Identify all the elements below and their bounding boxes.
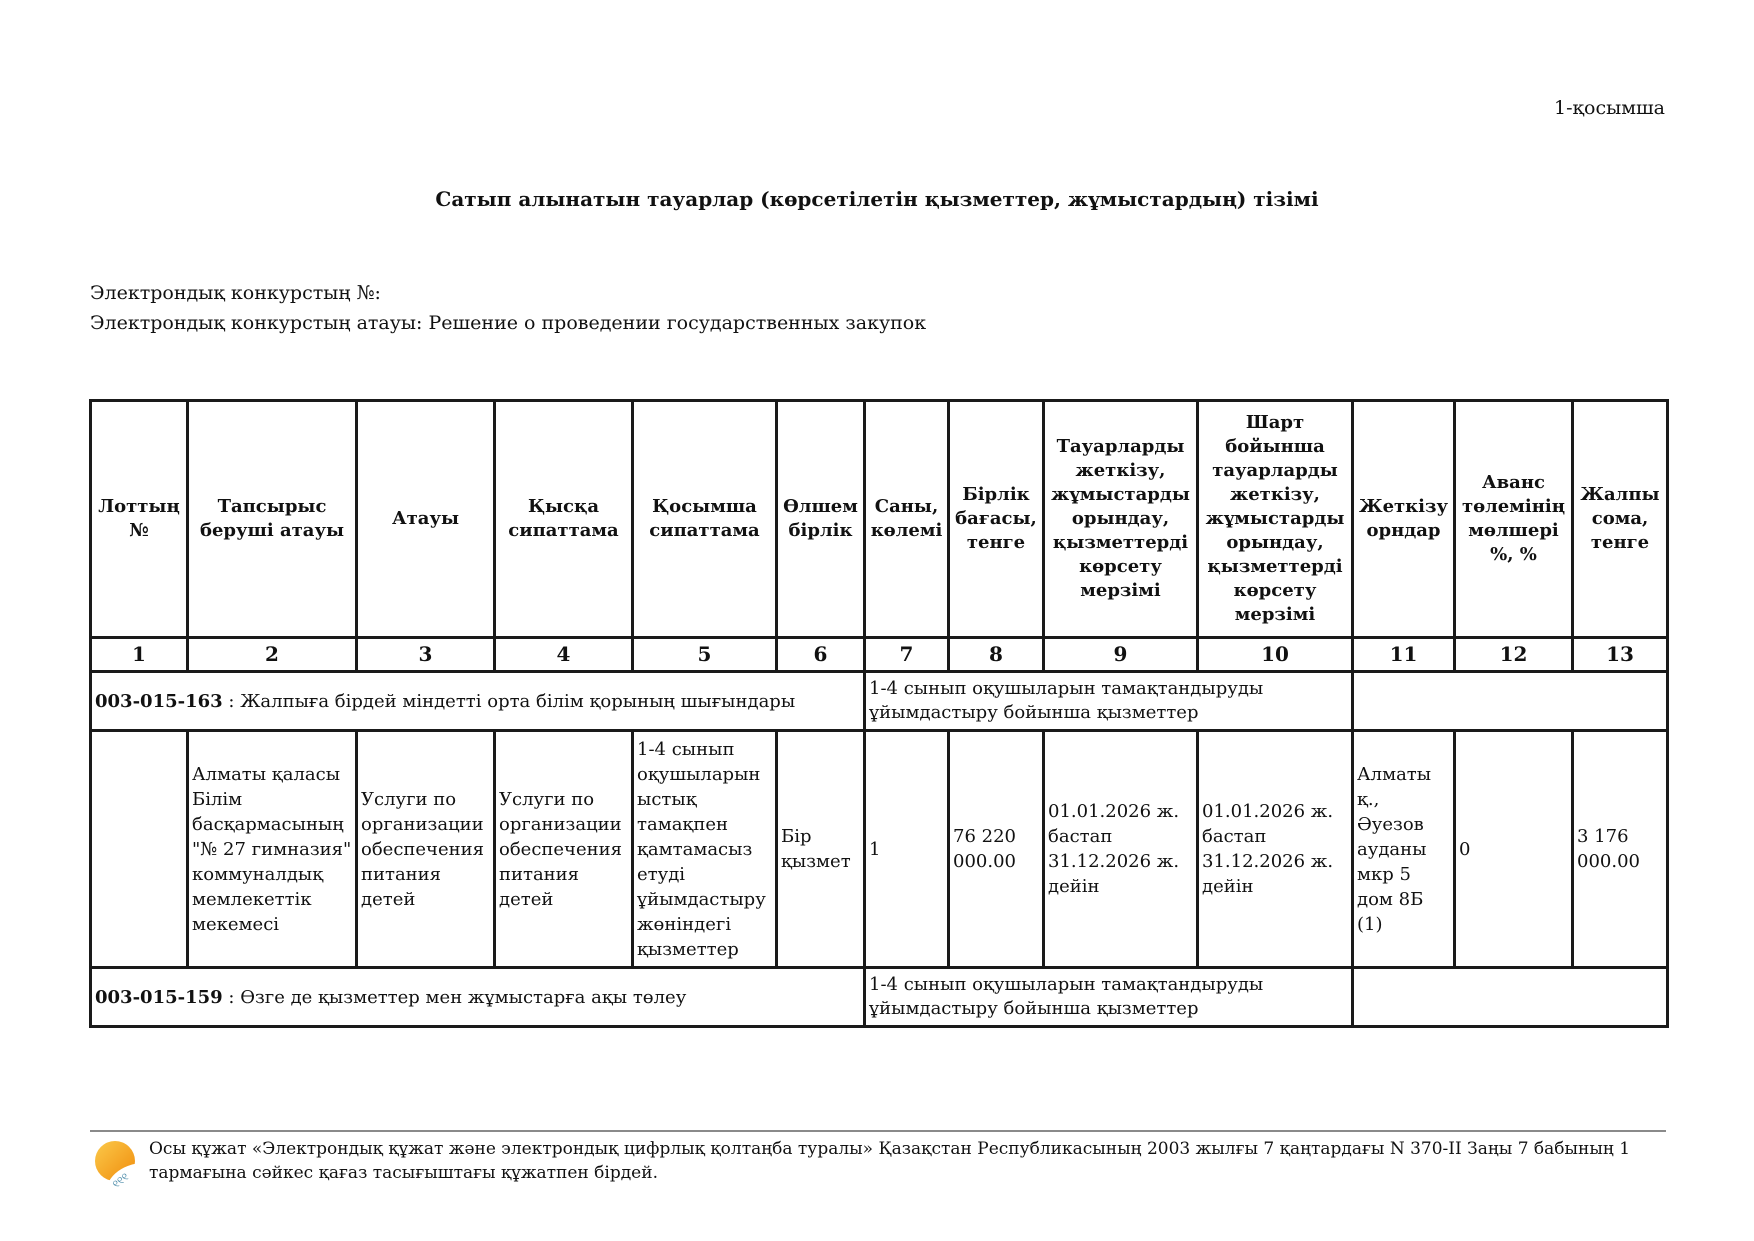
budget-section-row [91, 672, 1668, 731]
cell-contract-period: 01.01.2026 ж. бастап 31.12.2026 ж. дейін [1198, 731, 1353, 968]
column-number: 11 [1353, 638, 1455, 672]
footer-legal-note: Осы құжат «Электрондық құжат және электрондық цифрлық қолтаңба туралы» Қазақстан Республикасының 2003 жылғы 7 қаңтардағы N 370-II Заңы 7 бабының 1 тармағына сәйкес қағаз тасығыштағы құжатпен бірдей. [149, 1139, 1631, 1183]
cell-delivery-period: 01.01.2026 ж. бастап 31.12.2026 ж. дейін [1044, 731, 1198, 968]
cell-delivery-place: Алматы қ., Әуезов ауданы мкр 5 дом 8Б (1) [1353, 731, 1455, 968]
cell-short-description: Услуги по организации обеспечения питания детей [495, 731, 633, 968]
budget-section-extra [1353, 672, 1668, 731]
column-number: 3 [357, 638, 495, 672]
budget-code-separator: : [222, 690, 241, 712]
column-number: 4 [495, 638, 633, 672]
table-header-row [91, 401, 1668, 638]
header-delivery-period: Тауарларды жеткізу, жұмыстарды орындау, қызметтерді көрсету мерзімі [1044, 401, 1198, 638]
column-number: 10 [1198, 638, 1353, 672]
column-number: 8 [949, 638, 1044, 672]
column-number: 9 [1044, 638, 1198, 672]
document-title: Сатып алынатын тауарлар (көрсетілетін қызметтер, жұмыстардың) тізімі [435, 187, 1319, 211]
column-number-row [91, 638, 1668, 672]
contest-number-label: Электрондық конкурстың №: [90, 282, 381, 304]
egov-logo-svg [93, 1137, 141, 1187]
cell-total-amount: 3 176 000.00 [1573, 731, 1668, 968]
header-name: Атауы [357, 401, 495, 638]
header-delivery-place: Жеткізу орндар [1353, 401, 1455, 638]
header-unit: Өлшем бірлік [777, 401, 865, 638]
budget-section-extra [1353, 968, 1668, 1027]
contest-name-line [90, 312, 926, 334]
column-number: 1 [91, 638, 188, 672]
table-row [91, 731, 1668, 968]
cell-customer: Алматы қаласы Білім басқармасының "№ 27 гимназия" коммуналдық мемлекеттік мекемесі [188, 731, 357, 968]
logo-script-glyphs: ୧୧୧ [109, 1170, 132, 1187]
header-customer: Тапсырыс беруші атауы [188, 401, 357, 638]
header-contract-period: Шарт бойынша тауарларды жеткізу, жұмыстарды орындау, қызметтерді көрсету мерзімі [1198, 401, 1353, 638]
contest-name-value: Решение о проведении государственных закупок [428, 312, 927, 334]
column-number: 5 [633, 638, 777, 672]
procurement-items-table [89, 399, 1669, 1028]
budget-code: 003-015-163 [95, 690, 223, 712]
budget-section-description: 1-4 сынып оқушыларын тамақтандыруды ұйымдастыру бойынша қызметтер [865, 672, 1353, 731]
budget-section-title [91, 968, 865, 1027]
header-lot-number: Лоттың № [91, 401, 188, 638]
column-number: 12 [1455, 638, 1573, 672]
cell-name: Услуги по организации обеспечения питания детей [357, 731, 495, 968]
cell-quantity: 1 [865, 731, 949, 968]
egov-sun-logo-icon [93, 1137, 141, 1187]
cell-additional-description: 1-4 сынып оқушыларын ыстық тамақпен қамтамасыз етуді ұйымдастыру жөніндегі қызметтер [633, 731, 777, 968]
column-number: 2 [188, 638, 357, 672]
contest-name-label: Электрондық конкурстың атауы: [90, 312, 423, 334]
header-short-description: Қысқа сипаттама [495, 401, 633, 638]
cell-unit-price: 76 220 000.00 [949, 731, 1044, 968]
column-number: 7 [865, 638, 949, 672]
footer-divider [90, 1130, 1666, 1132]
budget-section-name: Өзге де қызметтер мен жұмыстарға ақы төлеу [240, 986, 687, 1008]
budget-section-name: Жалпыға бірдей міндетті орта білім қорының шығындары [240, 690, 796, 712]
budget-code: 003-015-159 [95, 986, 223, 1008]
cell-lot-number [91, 731, 188, 968]
budget-section-title [91, 672, 865, 731]
annex-label: 1-қосымша [1554, 97, 1665, 119]
header-advance-percent: Аванс төлемінің мөлшері %, % [1455, 401, 1573, 638]
budget-section-row [91, 968, 1668, 1027]
column-number: 13 [1573, 638, 1668, 672]
header-quantity: Саны, көлемі [865, 401, 949, 638]
budget-code-separator: : [222, 986, 241, 1008]
header-total-amount: Жалпы сома, тенге [1573, 401, 1668, 638]
budget-section-description: 1-4 сынып оқушыларын тамақтандыруды ұйымдастыру бойынша қызметтер [865, 968, 1353, 1027]
header-additional-description: Қосымша сипаттама [633, 401, 777, 638]
cell-advance-percent: 0 [1455, 731, 1573, 968]
column-number: 6 [777, 638, 865, 672]
contest-number-line [90, 282, 381, 304]
cell-unit: Бір қызмет [777, 731, 865, 968]
header-unit-price: Бірлік бағасы, тенге [949, 401, 1044, 638]
